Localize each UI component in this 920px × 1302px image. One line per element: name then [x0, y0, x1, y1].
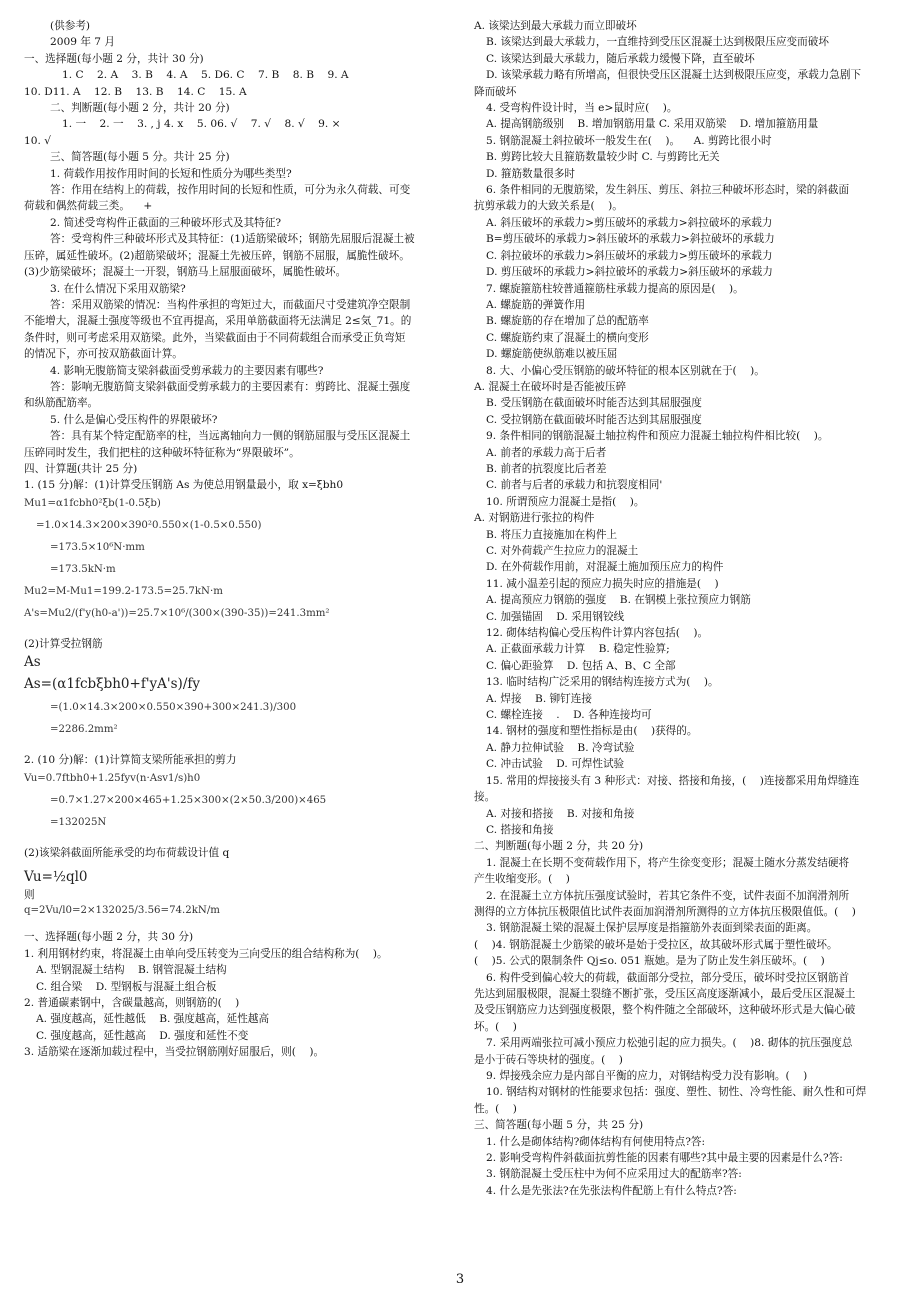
answers-date: 2009 年 7 月 [50, 36, 115, 49]
question-line: 1. 利用钢材约束，将混凝土由单向受压转变为三向受压的组合结构称为( )。 [24, 947, 388, 960]
calc2-formula-block [24, 771, 452, 831]
calc2-step2-title: (2)该梁斜截面所能承受的均布荷载设计值 q [24, 846, 230, 859]
text-line: C. 偏心距验算 D. 包括 A、B、C 全部 [486, 659, 676, 672]
answer-line: 1. 一 2. 一 3. , j 4. x 5. 06. √ 7. √ 8. √ 9. × [62, 118, 341, 131]
text-line: A. 该梁达到最大承载力而立即破坏 [474, 20, 637, 32]
text-line: B. 将压力直接施加在构件上 [486, 528, 618, 541]
answer-line: 和纵筋配筋率。 [24, 397, 99, 410]
section-heading: 三、简答题(每小题 5 分。共计 25 分) [50, 151, 230, 164]
calc1-step2-symbol: As [24, 654, 41, 671]
text-line: D. 螺旋筋使纵筋难以被压屈 [486, 348, 618, 361]
text-line: 10. 所谓预应力混凝土是指( )。 [486, 495, 645, 508]
formula-line: =1.0×14.3×200×390²0.550×(1-0.5×0.550) [36, 519, 262, 531]
section-heading: 一、选择题(每小题 2 分，共计 30 分) [24, 52, 204, 65]
text-line: 6. 构件受到偏心较大的荷载，截面部分受拉，部分受压，破坏时受拉区钢筋首 [486, 971, 850, 984]
text-line: 性。( ) [474, 1102, 517, 1115]
text-line: B. 螺旋筋的存在增加了总的配筋率 [486, 315, 649, 328]
calc2-final-formula: q=2Vu/l0=2×132025/3.56=74.2kN/m [24, 905, 220, 917]
formula-line: As=(α1fcbξbh0+f'yA's)/fy [24, 676, 200, 693]
text-line: 产生收缩变形。( ) [474, 873, 570, 886]
calc2-step2-formula: Vu=½ql0 [24, 869, 88, 885]
section-heading: 四、计算题(共计 25 分) [24, 462, 138, 475]
question-line: 2. 简述受弯构件正截面的三种破坏形式及其特征? [50, 216, 282, 229]
text-line: A. 静力拉伸试验 B. 冷弯试验 [486, 741, 635, 754]
answer-line: 1. C 2. A 3. B 4. A 5. D6. C 7. B 8. B 9. A [62, 69, 349, 82]
text-line: 4. 什么是先张法?在先张法构件配筋上有什么特点?答: [486, 1184, 737, 1197]
text-line: 三、简答题(每小题 5 分，共 25 分) [474, 1119, 644, 1132]
calc1-formula-block [24, 496, 452, 622]
text-line: 3. 钢筋混凝土梁的混凝土保护层厚度是指箍筋外表面到梁表面的距离。 [486, 922, 818, 935]
option-line: C. 组合梁 D. 型钢板与混凝土组合板 [36, 980, 217, 993]
answer-line: 10. D11. A 12. B 13. B 14. C 15. A [24, 85, 247, 98]
text-line: 接。 [474, 791, 496, 804]
text-line: 是小于砖石等块材的强度。( ) [474, 1053, 623, 1066]
text-line: C. 加强锚固 D. 采用钢铰线 [486, 610, 625, 623]
right-column [474, 18, 904, 1199]
text-line: 1. 混凝土在长期不变荷载作用下，将产生徐变变形；混凝土随水分蒸发结硬将 [486, 856, 850, 869]
text-line: D. 剪压破坏的承载力>斜拉破坏的承载力>斜压破坏的承载力 [486, 266, 773, 279]
text-line: B. 该梁达到最大承载力，一直维持到受压区混凝土达到极限压应变而破坏 [486, 36, 829, 49]
answers-note: (供参考) [50, 20, 91, 32]
text-line: 2. 影响受弯构件斜截面抗剪性能的因素有哪些?其中最主要的因素是什么?答: [486, 1152, 843, 1165]
question-line: 3. 在什么情况下采用双筋梁? [50, 282, 186, 295]
page-number: 3 [455, 1272, 465, 1287]
text-line: 9. 焊接残余应力是内部自平衡的应力，对钢结构受力没有影响。( ) [486, 1070, 808, 1082]
question-line: 1. 荷载作用按作用时间的长短和性质分为哪些类型? [50, 167, 292, 180]
text-line: 14. 钢材的强度和塑性指标是由( )获得的。 [486, 725, 698, 738]
calc1-step2-title: (2)计算受拉钢筋 [24, 637, 103, 650]
text-line: 2. 在混凝土立方体抗压强度试验时，若其它条件不变，试件表面不加润滑剂所 [486, 889, 850, 902]
text-line: A. 混凝土在破坏时是否能被压碎 [474, 380, 627, 393]
text-line: 10. 钢结构对钢材的性能要求包括：强度、塑性、韧性、冷弯性能、耐久性和可焊 [486, 1086, 867, 1099]
text-line: 11. 减小温差引起的预应力损失时应的措施是( ) [486, 577, 719, 590]
formula-line: =173.5×10⁶N·mm [50, 541, 145, 553]
option-line: C. 强度越高，延性越高 D. 强度和延性不变 [36, 1029, 249, 1042]
text-line: B=剪压破坏的承载力>斜压破坏的承载力>斜拉破坏的承载力 [486, 233, 775, 246]
answer-line: 压碎同时发生，我们把柱的这种破坏特征称为“界限破坏”。 [24, 446, 300, 459]
text-line: C. 搭接和角接 [486, 823, 554, 836]
text-line: C. 螺栓连接 . D. 各种连接均可 [486, 709, 652, 722]
text-line: 4. 受弯构件设计时，当 e>鼠时应( )。 [486, 102, 678, 115]
calc2-then: 则 [24, 889, 35, 901]
question-line: 2. 普通碳素钢中，含碳量越高，则钢筋的( ) [24, 997, 240, 1010]
text-line: A. 对接和搭接 B. 对接和角接 [486, 807, 635, 820]
answer-line: 答：影响无腹筋简支梁斜截面受剪承载力的主要因素有：剪跨比、混凝土强度 [50, 380, 411, 393]
formula-line: Mu1=α1fcbh0²ξb(1-0.5ξb) [24, 497, 161, 509]
section-heading: 二、判断题(每小题 2 分，共计 20 分) [50, 102, 230, 115]
answer-line: 10. √ [24, 134, 51, 147]
text-line: ( )5. 公式的限制条件 Qj≤o. 051 瓶她。是为了防止发生斜压破坏。( ) [474, 955, 825, 968]
answer-line: 条件时，则可考虑采用双筋梁。此外，当梁截面由于不同荷载组合而承受正负弯矩 [24, 331, 406, 344]
text-line: C. 前者与后者的承载力和抗裂度相同' [486, 479, 663, 492]
text-line: B. 受压钢筋在截面破坏时能否达到其屈服强度 [486, 397, 702, 410]
calc2-title: 2. (10 分)解：(1)计算简支梁所能承担的剪力 [24, 754, 237, 767]
formula-line: Vu=0.7ftbh0+1.25fyv(n·Asv1/s)h0 [24, 772, 201, 784]
text-line: 6. 条件相同的无腹筋梁，发生斜压、剪压、斜拉三种破坏形态时，梁的斜截面 [486, 184, 850, 197]
text-line: 及受压钢筋应力达到强度极限，整个构件随之全部破坏，这种破坏形式是大偏心破 [474, 1004, 856, 1017]
section-heading: 一、选择题(每小题 2 分，共 30 分) [24, 931, 194, 944]
formula-line: =132025N [50, 816, 107, 828]
text-line: B. 剪跨比较大且箍筋数量较少时 C. 与剪跨比无关 [486, 151, 720, 164]
text-line: 12. 砌体结构偏心受压构件计算内容包括( )。 [486, 627, 709, 640]
text-line: A. 提高钢筋级别 B. 增加钢筋用量 C. 采用双筋梁 D. 增加箍筋用量 [486, 118, 819, 131]
text-line: 15. 常用的焊接接头有 3 种形式：对接、搭接和角接，( )连接都采用角焊缝连 [486, 774, 860, 787]
text-line: 9. 条件相同的钢筋混凝土轴拉构件和预应力混凝土轴拉构件相比较( )。 [486, 430, 829, 443]
option-line: A. 型钢混凝土结构 B. 钢管混凝土结构 [36, 964, 227, 977]
text-line: A. 前者的承载力高于后者 [486, 446, 607, 459]
text-line: 抗剪承载力的大致关系是( )。 [474, 200, 623, 213]
answer-line: 答：采用双筋梁的情况：当构件承担的弯矩过大，而截面尺寸受建筑净空限制 [50, 298, 411, 311]
question-line: 3. 适筋梁在逐渐加载过程中，当受拉钢筋刚好屈服后，则( )。 [24, 1046, 325, 1059]
text-line: A. 焊接 B. 铆钉连接 [486, 692, 592, 705]
formula-line: =0.7×1.27×200×465+1.25×300×(2×50.3/200)×465 [50, 794, 327, 806]
text-line: C. 受拉钢筋在截面破坏时能否达到其屈服强度 [486, 413, 702, 426]
text-line: D. 在外荷载作用前，对混凝土施加预压应力的构件 [486, 561, 724, 574]
text-line: ( )4. 钢筋混凝土少筋梁的破坏是始于受拉区，故其破坏形式属于塑性破坏。 [474, 938, 838, 951]
text-line: C. 斜拉破坏的承载力>斜压破坏的承载力>剪压破坏的承载力 [486, 249, 773, 262]
text-line: C. 该梁达到最大承载力，随后承载力缓慢下降，直至破坏 [486, 52, 755, 65]
formula-line: =(1.0×14.3×200×0.550×390+300×241.3)/300 [50, 702, 297, 714]
text-line: A. 螺旋筋的弹簧作用 [486, 298, 586, 311]
option-line: A. 强度越高，延性越低 B. 强度越高，延性越高 [36, 1013, 270, 1026]
text-line: 降而破坏 [474, 85, 517, 98]
text-line: A. 正截面承载力计算 B. 稳定性验算; [486, 643, 670, 656]
answer-line: 答：作用在结构上的荷载，按作用时间的长短和性质，可分为永久荷载、可变 [50, 184, 411, 197]
text-line: 5. 钢筋混凝土斜拉破坏一般发生在( )。 A. 剪跨比很小时 [486, 134, 772, 147]
formula-line: Mu2=M-Mu1=199.2-173.5=25.7kN·m [24, 585, 223, 597]
text-line: 7. 螺旋箍筋柱较普通箍筋柱承载力提高的原因是( )。 [486, 282, 744, 295]
text-line: C. 螺旋筋约束了混凝土的横向变形 [486, 331, 649, 344]
text-line: C. 对外荷载产生拉应力的混凝土 [486, 545, 639, 557]
calc1-intro: 1. (15 分)解：(1)计算受压钢筋 As 为使总用钢量最小，取 x=ξbh0 [24, 479, 344, 492]
answer-line: 荷载和偶然荷载三类。 + [24, 200, 153, 213]
answer-line: (3)少筋梁破坏；混凝土一开裂，钢筋马上屈服面破坏，属脆性破坏。 [24, 266, 347, 279]
question-line: 5. 什么是偏心受压构件的界限破坏? [50, 413, 218, 426]
text-line: 二、判断题(每小题 2 分，共 20 分) [474, 840, 644, 853]
answer-line: 不能增大，混凝土强度等级也不宜再提高，采用单筋截面将无法满足 2≤気_71。的 [24, 315, 412, 328]
question-line: 4. 影响无腹筋简支梁斜截面受剪承载力的主要因素有哪些? [50, 364, 324, 377]
text-line: C. 冲击试验 D. 可焊性试验 [486, 758, 625, 771]
text-line: 测得的立方体抗压极限值比试件表面加润滑剂所测得的立方体抗压极限值低。( ) [474, 905, 856, 918]
text-line: B. 前者的抗裂度比后者差 [486, 462, 607, 475]
formula-line: =173.5kN·m [50, 563, 116, 575]
text-line: 先达到屈服极限，混凝土裂缝不断扩张，受压区高度逐渐减小，最后受压区混凝土 [474, 987, 856, 1000]
formula-line: A's=Mu2/(f'y(h0-a'))=25.7×10⁶/(300×(390-35))=241.3mm² [24, 607, 330, 619]
text-line: A. 斜压破坏的承载力>剪压破坏的承载力>斜拉破坏的承载力 [486, 216, 773, 229]
answer-line: 的情况下，亦可按双筋截面计算。 [24, 348, 183, 361]
text-line: 13. 临时结构广泛采用的钢结构连接方式为( )。 [486, 676, 719, 689]
answer-line: 压碎，属延性破坏。(2)超筋梁破坏；混凝土先被压碎，钢筋不屈服，属脆性破坏。 [24, 249, 410, 262]
formula-line: =2286.2mm² [50, 724, 118, 736]
calc1-step2-formula-block [24, 674, 452, 738]
text-line: A. 提高预应力钢筋的强度 B. 在钢模上张拉预应力钢筋 [486, 594, 751, 607]
left-column [24, 18, 452, 1061]
text-line: A. 对钢筋进行张拉的构件 [474, 512, 595, 525]
text-line: 7. 采用两端张拉可减小预应力松弛引起的应力损失。( )8. 砌体的抗压强度总 [486, 1037, 853, 1050]
answer-line: 答：具有某个特定配筋率的柱，当远离轴向力一侧的钢筋屈服与受压区混凝土 [50, 430, 411, 443]
text-line: 8. 大、小偏心受压钢筋的破坏特征的根本区别就在于( )。 [486, 364, 765, 377]
answer-line: 答：受弯构件三种破坏形式及其特征：(1)适筋梁破坏；钢筋先屈服后混凝土被 [50, 233, 415, 246]
text-line: D. 箍筋数量很多时 [486, 167, 576, 180]
text-line: 坏。( ) [474, 1020, 517, 1033]
text-line: 3. 钢筋混凝土受压柱中为何不应采用过大的配筋率?答: [486, 1168, 742, 1181]
text-line: 1. 什么是砌体结构?砌体结构有何使用特点?答: [486, 1135, 706, 1148]
text-line: D. 该梁承载力略有所增高，但很快受压区混凝土达到极限压应变，承载力急剧下 [486, 69, 862, 82]
